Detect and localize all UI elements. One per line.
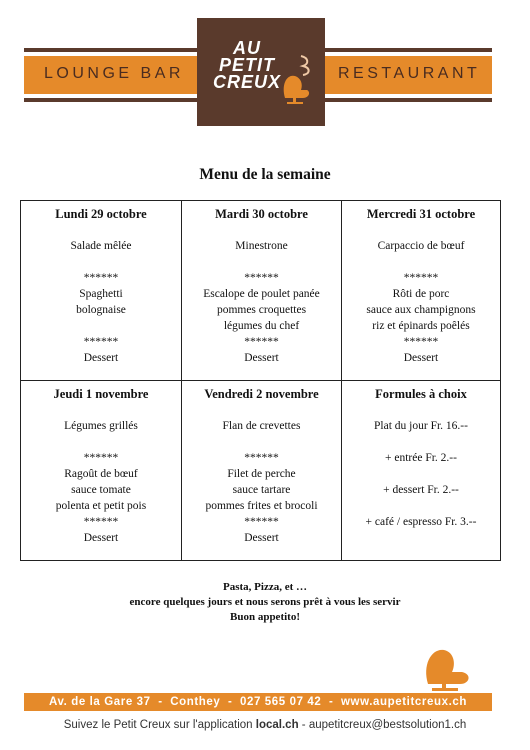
day-heading: Formules à choix [375, 387, 467, 401]
egg-chair-icon [281, 54, 315, 104]
menu-line: + entrée Fr. 2.-- [385, 452, 457, 464]
menu-line: ****** [83, 516, 119, 528]
app-prefix: Suivez le Petit Creux sur l'application [63, 719, 256, 731]
menu-line: pommes croquettes [216, 304, 307, 316]
menu-line: ****** [403, 336, 439, 348]
menu-line: Escalope de poulet panée [203, 288, 320, 300]
menu-line: bolognaise [76, 304, 126, 316]
menu-line: ****** [244, 516, 279, 528]
email-link[interactable]: - aupetitcreux@bestsolution1.ch [298, 719, 467, 731]
day-heading: Mercredi 31 octobre [366, 207, 476, 221]
announcement-line-3: Buon appetito! [230, 611, 300, 623]
menu-cell-wednesday [342, 201, 500, 381]
logo-line-2: PETIT [218, 55, 275, 75]
menu-line: Salade mêlée [70, 240, 132, 252]
menu-line: ****** [244, 336, 279, 348]
menu-line: Plat du jour Fr. 16.-- [374, 420, 468, 432]
menu-line: Dessert [83, 532, 119, 544]
menu-line [182, 434, 341, 450]
address-band: Av. de la Gare 37 - Conthey - 027 565 07 42 - www.aupetitcreux.ch [24, 693, 492, 711]
menu-line [21, 434, 181, 450]
menu-line [342, 530, 500, 546]
menu-line: Dessert [403, 352, 439, 364]
weekly-menu-table [20, 200, 501, 561]
menu-line: Légumes grillés [64, 420, 138, 432]
announcement-line-1: Pasta, Pizza, et … [223, 581, 307, 593]
menu-line: Carpaccio de bœuf [377, 240, 465, 252]
menu-line: pommes frites et brocoli [205, 500, 318, 512]
menu-cell-thursday [21, 381, 182, 560]
menu-line [182, 254, 341, 270]
menu-line: Rôti de porc [392, 288, 450, 300]
menu-line: + dessert Fr. 2.-- [383, 484, 459, 496]
menu-line: Dessert [244, 352, 279, 364]
menu-line: ****** [403, 272, 439, 284]
day-heading: Jeudi 1 novembre [53, 387, 149, 401]
menu-line [342, 254, 500, 270]
announcement [0, 580, 530, 625]
menu-line: + café / espresso Fr. 3.-- [365, 516, 477, 528]
menu-line: Dessert [83, 352, 119, 364]
menu-cell-monday [21, 201, 182, 381]
menu-line: Spaghetti [79, 288, 123, 300]
restaurant-label: RESTAURANT [338, 65, 481, 82]
menu-line: ****** [83, 452, 119, 464]
app-info-line [0, 719, 530, 731]
logo [197, 18, 325, 126]
page-title: Menu de la semaine [199, 166, 331, 183]
menu-cell-friday [182, 381, 342, 560]
egg-chair-icon [420, 640, 476, 692]
menu-line [342, 466, 500, 482]
menu-line: sauce tartare [232, 484, 291, 496]
menu-line [342, 434, 500, 450]
menu-line: polenta et petit pois [55, 500, 147, 512]
menu-line: sauce aux champignons [366, 304, 476, 316]
menu-line: ****** [244, 272, 279, 284]
menu-cell-formulas [342, 381, 500, 560]
logo-text [207, 40, 287, 91]
menu-cell-tuesday [182, 201, 342, 381]
menu-line: riz et épinards poêlés [372, 320, 470, 332]
logo-line-3: CREUX [212, 72, 281, 92]
menu-line: Flan de crevettes [222, 420, 301, 432]
menu-line: légumes du chef [223, 320, 300, 332]
menu-line: Filet de perche [227, 468, 296, 480]
day-heading: Mardi 30 octobre [215, 207, 308, 221]
menu-line: Minestrone [235, 240, 288, 252]
menu-line [21, 318, 181, 334]
app-name-link[interactable]: local.ch [255, 719, 299, 731]
menu-line [21, 254, 181, 270]
day-heading: Lundi 29 octobre [55, 207, 147, 221]
announcement-line-2: encore quelques jours et nous serons prêt à vous les servir [129, 596, 401, 608]
menu-line: ****** [244, 452, 279, 464]
menu-line: ****** [83, 272, 119, 284]
day-heading: Vendredi 2 novembre [204, 387, 319, 401]
menu-line: Dessert [244, 532, 279, 544]
menu-line: Ragoût de bœuf [64, 468, 138, 480]
lounge-bar-label: LOUNGE BAR [44, 65, 184, 82]
menu-line: ****** [83, 336, 119, 348]
menu-line: sauce tomate [71, 484, 131, 496]
logo-line-1: AU [233, 38, 261, 58]
menu-line [342, 498, 500, 514]
